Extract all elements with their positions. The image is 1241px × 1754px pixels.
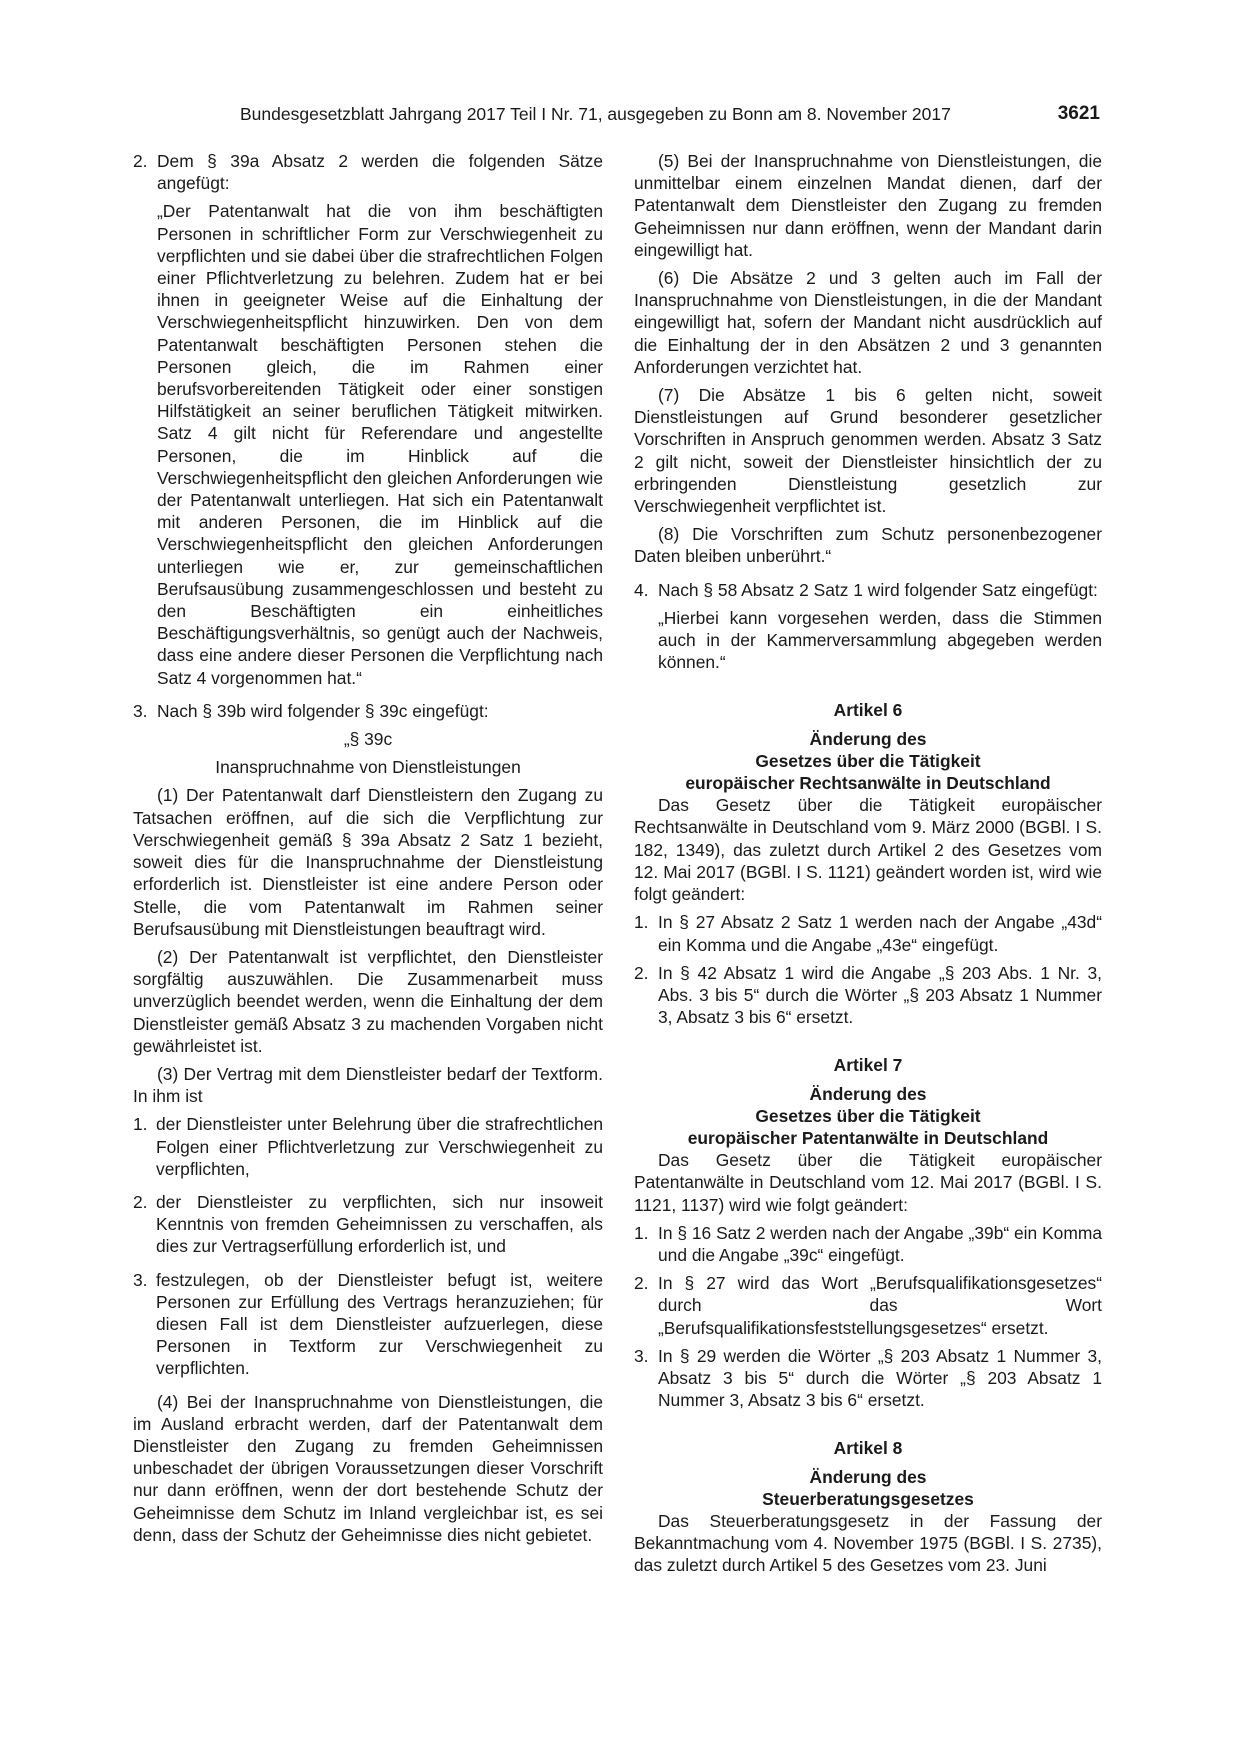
left-column [133,150,603,1546]
sub-item-text: der Dienstleister unter Belehrung über die strafrechtlichen Folgen einer Pflichtverletzung zur Verschwiegenheit zu verpflichten, [156,1114,603,1179]
sub-item-number: 2. [133,1191,148,1212]
sub-item-text: festzulegen, ob der Dienstleister befugt ist, weitere Personen zur Erfüllung des Vertrags heranzuziehen; für diesen Fall ist dem Dienstleister aufzuerlegen, diese Personen in Textform zur Verschwiegenheit zu verpflichten. [156,1269,603,1379]
absatz-3: (3) Der Vertrag mit dem Dienstleister bedarf der Textform. In ihm ist [133,1063,603,1107]
item-text: Nach § 58 Absatz 2 Satz 1 wird folgender Satz eingefügt: [658,579,1098,600]
sub-item [133,1269,603,1380]
article-heading: europäischer Rechtsanwälte in Deutschland [685,773,1051,794]
article-title: Artikel 7 [833,1055,903,1076]
item-number: 2. [133,151,148,171]
header-text: Bundesgesetzblatt Jahrgang 2017 Teil I Nr. 71, ausgegeben zu Bonn am 8. November 2017 [240,104,951,124]
list-item [634,1345,1102,1412]
list-item [133,150,603,194]
article-title: Artikel 6 [833,700,903,721]
item-text: In § 29 werden die Wörter „§ 203 Absatz 1 Nummer 3, Absatz 3 bis 5“ durch die Wörter „§ 203 Absatz 1 Nummer 3, Absatz 3 bis 6“ ersetzt. [658,1345,1102,1411]
article-intro: Das Gesetz über die Tätigkeit europäischer Patentanwälte in Deutschland vom 12. Mai 2017 (BGBl. I S. 1121, 1137) wird wie folgt geändert: [634,1150,1102,1215]
sub-item-number: 3. [133,1269,148,1290]
list-item [634,962,1102,1029]
article-heading: Steuerberatungsgesetzes [762,1488,974,1509]
article-heading: Änderung des [809,728,927,749]
article-title: Artikel 8 [833,1438,903,1459]
article-intro: Das Steuerberatungsgesetz in der Fassung der Bekanntmachung vom 4. November 1975 (BGBl. I S. 2735), das zuletzt durch Artikel 5 des Gesetzes vom 23. Juni [634,1510,1102,1576]
absatz-1: (1) Der Patentanwalt darf Dienstleistern den Zugang zu Tatsachen eröffnen, auf die sich die Verpflichtung zur Verschwiegenheit gemäß § 39a Absatz 2 Satz 1 bezieht, soweit dies für die Inanspruchnahme der Dienstleistung erforderlich ist. Dienstleister ist eine andere Person oder Stelle, die vom Patentanwalt im Rahmen seiner Berufsausübung mit Dienstleistungen beauftragt wird. [133,785,603,939]
item-text: In § 16 Satz 2 werden nach der Angabe „39b“ ein Komma und die Angabe „39c“ eingefügt. [658,1222,1102,1265]
item-number: 3. [634,1345,649,1366]
item-text: In § 27 wird das Wort „Berufsqualifikationsgesetzes“ durch das Wort „Berufsqualifikationsfeststellungsgesetzes“ ersetzt. [658,1273,1102,1338]
item-text: In § 27 Absatz 2 Satz 1 werden nach der Angabe „43d“ ein Komma und die Angabe „43e“ eingefügt. [658,912,1102,955]
quoted-text: „Hierbei kann vorgesehen werden, dass die Stimmen auch in der Kammerversammlung abgegeben werden können.“ [658,607,1102,673]
list-item [634,911,1102,955]
article-heading: Änderung des [809,1083,927,1104]
item-text: Dem § 39a Absatz 2 werden die folgenden Sätze angefügt: [157,151,603,194]
paragraph-title: „§ 39c [343,729,393,750]
item-number: 1. [634,1222,649,1243]
page-header [240,100,1100,128]
article-intro: Das Gesetz über die Tätigkeit europäischer Rechtsanwälte in Deutschland vom 9. März 2000 (BGBl. I S. 182, 1349), das zuletzt durch Artikel 2 des Gesetzes vom 12. Mai 2017 (BGBl. I S. 1121) geändert worden ist, wird wie folgt geändert: [634,795,1102,905]
sub-item [133,1113,603,1180]
sub-item [133,1191,603,1258]
absatz-6: (6) Die Absätze 2 und 3 gelten auch im Fall der Inanspruchnahme von Dienstleistungen, in die der Mandant eingewilligt hat, sofern der Mandant nicht ausdrücklich auf die Einhaltung der in den Absätzen 2 und 3 genannten Anforderungen verzichtet hat. [634,268,1102,377]
article-heading: Gesetzes über die Tätigkeit [755,750,981,771]
absatz-4: (4) Bei der Inanspruchnahme von Dienstleistungen, die im Ausland erbracht werden, darf der Patentanwalt dem Dienstleister den Zugang zu fremden Geheimnissen unbeschadet der übrigen Voraussetzungen dieser Vorschrift nur dann eröffnen, wenn der dort bestehende Schutz der Geheimnisse dem Schutz im Inland vergleichbar ist, es sei denn, dass der Schutz der Geheimnisse dies nicht gebietet. [133,1391,603,1545]
absatz-5: (5) Bei der Inanspruchnahme von Dienstleistungen, die unmittelbar einem einzelnen Mandat dienen, darf der Patentanwalt dem Dienstleister den Zugang zu fremden Geheimnissen nur dann eröffnen, wenn der Mandant darin eingewilligt hat. [634,151,1102,260]
article-heading: Änderung des [809,1466,927,1487]
item-text: In § 42 Absatz 1 wird die Angabe „§ 203 Abs. 1 Nr. 3, Abs. 3 bis 5“ durch die Wörter „§ 203 Absatz 1 Nummer 3, Absatz 3 bis 6“ ersetzt. [658,962,1102,1028]
quoted-text: „Der Patentanwalt hat die von ihm beschäftigten Personen in schriftlicher Form zur Verschwiegenheit zu verpflichten und sie dabei über die strafrechtlichen Folgen einer Pflichtverletzung zu belehren. Zudem hat er bei ihnen in geeigneter Weise auf die Einhaltung der Verschwiegenheitspflicht hinzuwirken. Den von dem Patentanwalt beschäftigten Personen stehen die Personen gleich, die im Rahmen einer berufsvorbereitenden Tätigkeit oder einer sonstigen Hilfstätigkeit an seiner beruflichen Tätigkeit mitwirken. Satz 4 gilt nicht für Referendare und angestellte Personen, die im Hinblick auf die Verschwiegenheitspflicht den gleichen Anforderungen wie der Patentanwalt unterliegen. Hat sich ein Patentanwalt mit anderen Personen, die im Hinblick auf die Verschwiegenheitspflicht den gleichen Anforderungen unterliegen wie er, zur gemeinschaftlichen Berufsausübung zusammengeschlossen und besteht zu den Beschäftigten ein einheitliches Beschäftigungsverhältnis, so genügt auch der Nachweis, dass eine andere dieser Personen die Verpflichtung nach Satz 4 vorgenommen hat.“ [157,201,603,688]
item-text: Nach § 39b wird folgender § 39c eingefügt: [157,700,489,721]
item-number: 1. [634,912,649,933]
article-heading: europäischer Patentanwälte in Deutschland [687,1127,1049,1148]
absatz-8: (8) Die Vorschriften zum Schutz personenbezogener Daten bleiben unberührt.“ [634,524,1102,567]
list-item [634,1272,1102,1339]
item-number: 4. [634,579,649,600]
page-number: 3621 [1057,103,1100,124]
right-column [634,150,1102,1577]
list-item [634,579,1102,601]
sub-item-text: der Dienstleister zu verpflichten, sich nur insoweit Kenntnis von fremden Geheimnissen zu verschaffen, als dies zur Vertragserfüllung erforderlich ist, und [156,1191,603,1257]
article-heading: Gesetzes über die Tätigkeit [755,1105,981,1126]
absatz-7: (7) Die Absätze 1 bis 6 gelten nicht, soweit Dienstleistungen auf Grund besonderer gesetzlicher Vorschriften in Anspruch genommen werden. Absatz 3 Satz 2 gilt nicht, soweit der Dienstleister hinsichtlich der zu erbringenden Dienstleistung gesetzlich zur Verschwiegenheit verpflichtet ist. [634,385,1102,517]
list-item [133,700,603,722]
absatz-2: (2) Der Patentanwalt ist verpflichtet, den Dienstleister sorgfältig auszuwählen. Die Zusammenarbeit muss unverzüglich beendet werden, wenn die Einhaltung der dem Dienstleister gemäß Absatz 3 zu machenden Vorgaben nicht gewährleistet ist. [133,946,603,1056]
item-number: 2. [634,962,649,983]
item-number: 3. [133,700,148,721]
sub-item-number: 1. [133,1114,148,1135]
list-item [634,1222,1102,1266]
item-number: 2. [634,1273,649,1294]
paragraph-subtitle: Inanspruchnahme von Dienstleistungen [215,757,521,778]
